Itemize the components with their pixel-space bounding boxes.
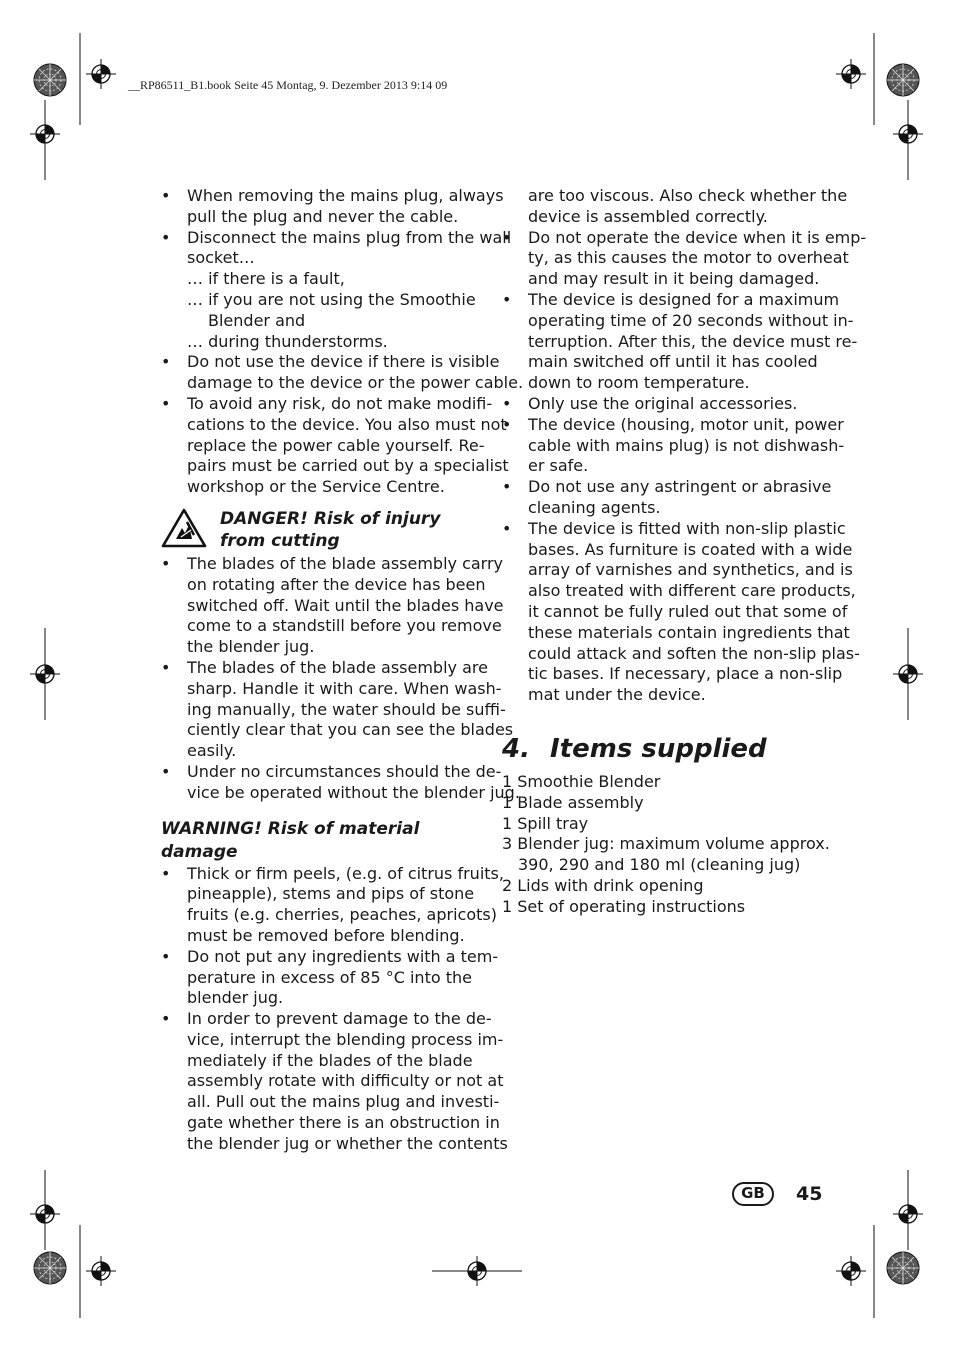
bullet-item <box>161 863 504 947</box>
bullet-line: socket… <box>187 248 255 268</box>
section-title: Items supplied <box>550 733 767 764</box>
danger-title-line: DANGER! Risk of injury <box>220 508 441 529</box>
bullet-line: sharp. Handle it with care. When wash- <box>187 678 502 698</box>
sub-condition-line: Blender and <box>208 310 306 330</box>
bullet-line: main switched off until it has cooled <box>528 352 818 372</box>
bullet-item <box>502 289 858 394</box>
crosshair-top-right <box>836 59 866 89</box>
bullet-item <box>502 477 832 519</box>
bottom-left-starburst <box>34 1252 66 1284</box>
bullet-line: • When removing the mains plug, always <box>187 186 504 205</box>
right-column <box>502 186 867 918</box>
danger-title <box>220 508 440 552</box>
sub-condition-line: … if there is a fault, <box>187 269 345 289</box>
bullet-line: • Do not use any astringent or abrasive <box>528 477 832 497</box>
section-number: 4. <box>502 733 530 764</box>
bullet-item <box>502 394 832 415</box>
bullet-line: must be removed before blending. <box>187 925 465 945</box>
bullet-line: could attack and soften the non-slip plas- <box>528 643 860 663</box>
bullet-item <box>161 1009 508 1155</box>
bullet-line: • The device is fitted with non-slip plastic <box>528 518 846 538</box>
items-supplied-list <box>502 772 832 918</box>
bullet-line: • Under no circumstances should the de- <box>187 761 502 781</box>
warning-title-line: damage <box>161 841 238 862</box>
bullet-line: cleaning agents. <box>528 497 661 517</box>
bullet-line: • Do not put any ingredients with a tem- <box>187 946 499 966</box>
bullet-line: • Only use the original accessories. <box>528 393 798 413</box>
bullet-line: vice be operated without the blender jug. <box>187 782 520 802</box>
continued-paragraph <box>502 186 848 228</box>
supplied-item: 1 Set of operating instructions <box>502 896 746 916</box>
print-file-info: __RP86511_B1.book Seite 45 Montag, 9. Dezember 2013 9:14 09 <box>128 78 448 92</box>
bullet-line: pineapple), stems and pips of stone <box>187 884 475 904</box>
bullet-line: terruption. After this, the device must re- <box>528 331 858 351</box>
safety-list-operation <box>502 227 867 706</box>
bullet-line: mat under the device. <box>528 685 706 705</box>
crosshair-left-lower <box>30 1199 60 1229</box>
bullet-line: • The device (housing, motor unit, power <box>528 414 844 434</box>
crosshair-left-upper <box>30 119 60 149</box>
bullet-line: bases. As furniture is coated with a wide <box>528 539 853 559</box>
bottom-right-starburst <box>887 1252 919 1284</box>
bullet-line: • The blades of the blade assembly are <box>187 657 488 677</box>
safety-list-general <box>161 186 524 498</box>
warning-triangle-cut-hand-icon <box>161 508 207 548</box>
bullet-line: • The blades of the blade assembly carry <box>187 553 504 573</box>
left-column <box>161 186 524 1155</box>
danger-title-line: from cutting <box>220 530 340 551</box>
bullet-line: it cannot be fully ruled out that some of <box>528 601 848 621</box>
safety-list-material <box>161 863 508 1155</box>
bullet-item <box>161 186 504 228</box>
bullet-item <box>161 227 512 353</box>
supplied-item: 2 Lids with drink opening <box>502 875 704 895</box>
sub-condition-line: … if you are not using the Smoothie <box>187 289 476 309</box>
continued-line: device is assembled correctly. <box>528 206 768 226</box>
bullet-line: • To avoid any risk, do not make modifi- <box>187 393 493 413</box>
bullet-line: • Thick or firm peels, (e.g. of citrus fruits, <box>187 863 504 883</box>
crosshair-right-middle <box>893 659 923 689</box>
crosshair-right-lower <box>893 1199 923 1229</box>
bullet-line: switched off. Wait until the blades have <box>187 595 504 615</box>
bullet-line: vice, interrupt the blending process im- <box>187 1029 504 1049</box>
bullet-line: assembly rotate with difficulty or not at <box>187 1071 504 1091</box>
bullet-line: the blender jug. <box>187 637 315 657</box>
crosshair-bottom-left <box>86 1256 116 1286</box>
bullet-line: down to room temperature. <box>528 373 750 393</box>
bullet-line: er safe. <box>528 456 589 476</box>
bullet-line: • The device is designed for a maximum <box>528 289 840 309</box>
bullet-item <box>161 393 509 498</box>
bullet-line: cable with mains plug) is not dishwash- <box>528 435 845 455</box>
crosshair-bottom-center <box>462 1256 492 1286</box>
bullet-line: gate whether there is an obstruction in <box>187 1113 500 1133</box>
bullet-line: ciently clear that you can see the blades <box>187 720 514 740</box>
supplied-item-continuation: 390, 290 and 180 ml (cleaning jug) <box>518 855 801 875</box>
bullet-item <box>161 352 524 394</box>
bullet-line: replace the power cable yourself. Re- <box>187 435 485 455</box>
bullet-line: damage to the device or the power cable. <box>187 373 524 393</box>
bullet-line: pairs must be carried out by a specialist <box>187 456 509 476</box>
supplied-item: 1 Smoothie Blender <box>502 771 661 791</box>
bullet-item <box>161 761 520 804</box>
bullet-line: the blender jug or whether the contents <box>187 1133 508 1153</box>
bullet-line: mediately if the blades of the blade <box>187 1050 473 1070</box>
bullet-line: on rotating after the device has been <box>187 574 486 594</box>
crosshair-bottom-right <box>836 1256 866 1286</box>
warning-title <box>161 818 486 864</box>
bullet-item <box>161 553 504 658</box>
page-number: 45 <box>796 1183 823 1205</box>
bullet-item <box>502 414 845 477</box>
supplied-item: 1 Spill tray <box>502 813 589 833</box>
sub-condition-line: … during thunderstorms. <box>187 331 388 351</box>
bullet-item <box>161 946 499 1009</box>
bullet-line: come to a standstill before you remove <box>187 616 502 636</box>
bullet-line: workshop or the Service Centre. <box>187 477 445 497</box>
supplied-item: 3 Blender jug: maximum volume approx. <box>502 834 830 854</box>
bullet-item <box>502 227 867 290</box>
crosshair-left-middle <box>30 659 60 689</box>
bullet-line: also treated with different care products, <box>528 581 856 601</box>
bullet-item <box>502 518 860 706</box>
safety-list-cutting <box>161 553 520 804</box>
bullet-line: ty, as this causes the motor to overheat <box>528 248 849 268</box>
bullet-line: array of varnishes and synthetics, and is <box>528 560 853 580</box>
bullet-line: pull the plug and never the cable. <box>187 206 459 226</box>
bullet-line: all. Pull out the mains plug and investi- <box>187 1092 500 1112</box>
bullet-line: ing manually, the water should be suffi- <box>187 699 506 719</box>
bullet-line: operating time of 20 seconds without in- <box>528 310 854 330</box>
crosshair-top-left <box>86 59 116 89</box>
bullet-line: easily. <box>187 741 237 761</box>
bullet-line: blender jug. <box>187 988 284 1008</box>
bullet-item <box>161 657 514 762</box>
supplied-item: 1 Blade assembly <box>502 792 644 812</box>
crosshair-right-upper <box>893 119 923 149</box>
bullet-line: fruits (e.g. cherries, peaches, apricots) <box>187 905 497 925</box>
continued-line: are too viscous. Also check whether the <box>528 186 848 205</box>
bullet-line: • Disconnect the mains plug from the wall <box>187 227 512 247</box>
danger-notice <box>161 508 486 554</box>
bullet-line: cations to the device. You also must not <box>187 414 507 434</box>
bullet-line: tic bases. If necessary, place a non-slip <box>528 664 843 684</box>
warning-title-line: WARNING! Risk of material <box>161 818 420 839</box>
bullet-line: • In order to prevent damage to the de- <box>187 1009 492 1029</box>
bullet-line: • Do not use the device if there is visible <box>187 352 500 372</box>
bullet-line: these materials contain ingredients that <box>528 622 850 642</box>
top-left-starburst <box>34 64 66 96</box>
language-badge: GB <box>732 1182 774 1206</box>
bullet-line: and may result in it being damaged. <box>528 269 820 289</box>
bullet-line: perature in excess of 85 °C into the <box>187 967 472 987</box>
section-heading <box>502 732 832 766</box>
top-right-starburst <box>887 64 919 96</box>
bullet-line: • Do not operate the device when it is emp- <box>528 227 867 247</box>
